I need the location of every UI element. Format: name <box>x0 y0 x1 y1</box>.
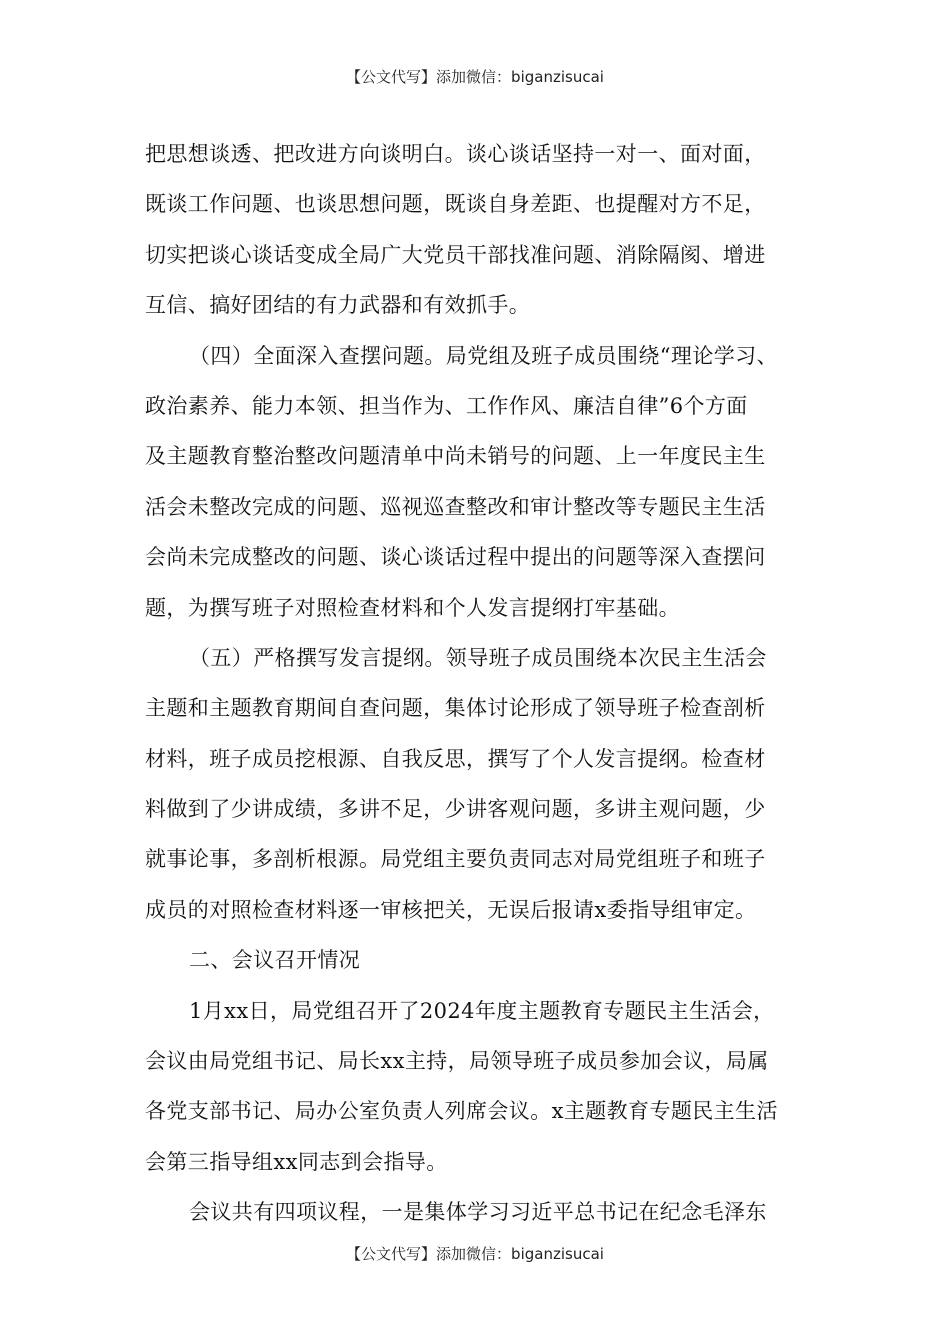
text-line: 1月xx日，局党组召开了2024年度主题教育专题民主生活会， <box>189 998 775 1023</box>
document-body <box>145 129 810 1238</box>
text-line: （五）严格撰写发言提纲。领导班子成员围绕本次民主生活会 <box>189 645 767 670</box>
text-line: 会第三指导组xx同志到会指导。 <box>145 1149 448 1174</box>
text-line: 料做到了少讲成绩，多讲不足，少讲客观问题，多讲主观问题，少 <box>145 797 766 822</box>
page-header: 【公文代写】添加微信：biganzisucai <box>346 68 604 86</box>
text-line: 各党支部书记、局办公室负责人列席会议。x主题教育专题民主生活 <box>145 1099 778 1124</box>
text-line: 题，为撰写班子对照检查材料和个人发言提纲打牢基础。 <box>145 595 680 620</box>
text-line: 会议由局党组书记、局长xx主持，局领导班子成员参加会议，局属 <box>145 1049 769 1074</box>
text-line: 活会未整改完成的问题、巡视巡查整改和审计整改等专题民主生活 <box>145 494 766 519</box>
text-line: 把思想谈透、把改进方向谈明白。谈心谈话坚持一对一、面对面， <box>145 142 766 166</box>
text-line: 互信、搞好团结的有力武器和有效抓手。 <box>145 293 531 318</box>
text-line: 切实把谈心谈话变成全局广大党员干部找准问题、消除隔阂、增进 <box>145 242 766 267</box>
text-line: 及主题教育整治整改问题清单中尚未销号的问题、上一年度民主生 <box>145 444 766 469</box>
page-footer: 【公文代写】添加微信：biganzisucai <box>346 1245 604 1263</box>
text-line: 政治素养、能力本领、担当作为、工作作风、廉洁自律”6个方面 <box>145 393 748 418</box>
text-line: 既谈工作问题、也谈思想问题，既谈自身差距、也提醒对方不足， <box>145 192 766 217</box>
text-line: 二、会议召开情况 <box>189 948 361 973</box>
text-line: 会尚未完成整改的问题、谈心谈话过程中提出的问题等深入查摆问 <box>145 545 766 570</box>
text-line: （四）全面深入查摆问题。局党组及班子成员围绕“理论学习、 <box>189 343 778 368</box>
text-line: 主题和主题教育期间自查问题，集体讨论形成了领导班子检查剖析 <box>145 696 766 721</box>
text-line: 材料，班子成员挖根源、自我反思，撰写了个人发言提纲。检查材 <box>145 746 766 771</box>
text-line: 成员的对照检查材料逐一审核把关，无误后报请x委指导组审定。 <box>145 897 757 922</box>
text-line: 就事论事，多剖析根源。局党组主要负责同志对局党组班子和班子 <box>145 847 766 872</box>
text-line: 会议共有四项议程，一是集体学习习近平总书记在纪念毛泽东 <box>189 1200 767 1225</box>
